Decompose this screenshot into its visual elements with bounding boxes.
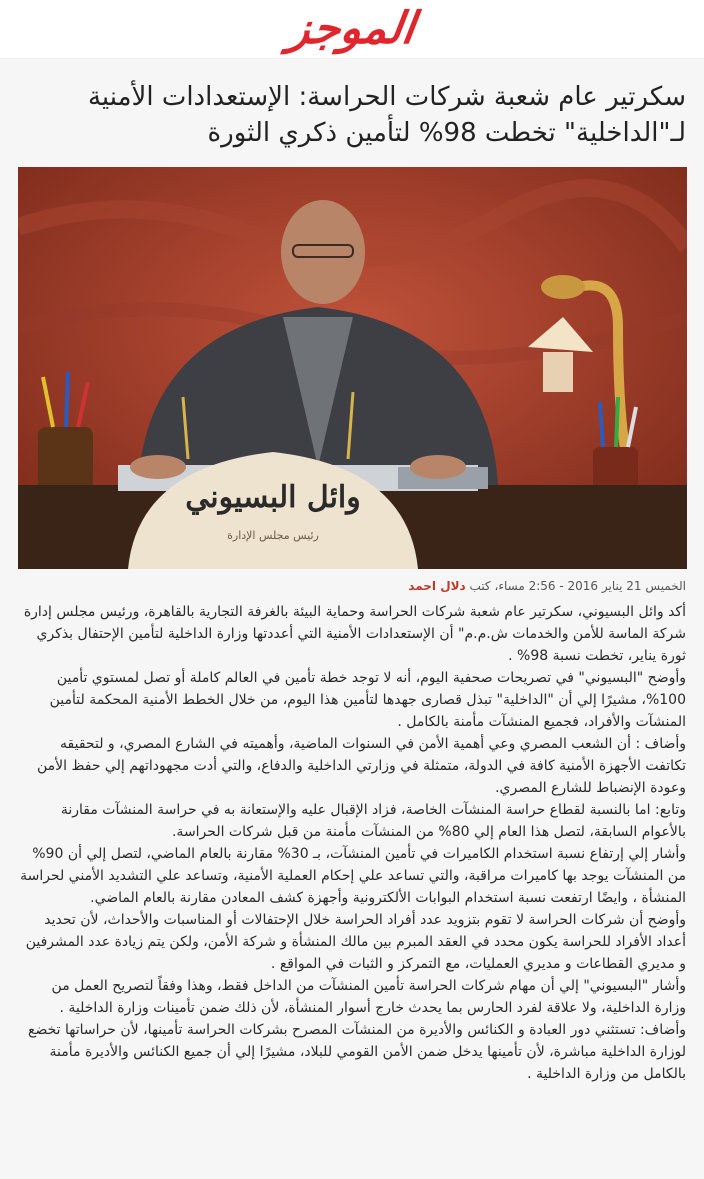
article-author[interactable]: دلال احمد <box>408 579 466 593</box>
article-byline-label: كتب <box>469 579 491 593</box>
article-body <box>18 601 686 1085</box>
article-paragraph: وأشار "البسيوني" إلي أن مهام شركات الحراسة تأمين المنشآت من الداخل فقط، وهذا وفقاً لتصريح العمل من وزارة الداخلية، ولا علاقة لفرد الحارس بما يحدث خارج أسوار المنشأة، لأن ذلك ضمن تأمينات وزارة الداخلية . <box>51 978 686 1016</box>
site-header <box>0 0 704 59</box>
article-title: سكرتير عام شعبة شركات الحراسة: الإستعدادات الأمنية لـ"الداخلية" تخطت 98% لتأمين ذكري الثورة <box>87 82 686 148</box>
nameplate-text: وائل البسيوني <box>185 480 361 515</box>
article-paragraph: وأوضح أن شركات الحراسة لا تقوم بتزويد عدد أفراد الحراسة خلال الإحتفالات أو المناسبات والأحداث، لأن تحديد أعداد الأفراد للحراسة يكون محدد في العقد المبرم بين مالك المنشأة و شركة الأمن، ولكن يتم زيادة عدد المشرفين و مديري القطاعات و مديري العمليات، مع التمركز و الثبات في المواقع . <box>25 912 686 972</box>
article-paragraph: وأضاف: تستثني دور العبادة و الكنائس والأديرة من المنشآت المصرح بشركات الحراسة تأمينها، لأن حراساتها تخضع لوزارة الداخلية مباشرة، لأن تأمينها يدخل ضمن الأمن القومي للبلاد، مشيرًا إلي أن جميع الكنائس والأديرة مأمنة بالكامل من وزارة الداخلية . <box>28 1022 686 1082</box>
article-paragraph: وتابع: اما بالنسبة لقطاع حراسة المنشآت الخاصة، فزاد الإقبال عليه والإستعانة به في حراسة المنشآت مقارنة بالأعوام السابقة، لتصل هذا العام إلي 80% من المنشآت مأمنة من قبل شركات الحراسة. <box>60 802 686 840</box>
article-paragraph: أكد وائل البسيوني، سكرتير عام شعبة شركات الحراسة وحماية البيئة بالغرفة التجارية بالقاهرة، ورئيس مجلس إدارة شركة الماسة للأمن والخدمات ش.م.م" أن الإستعدادات الأمنية التي أعددتها وزارة الداخلية لتأمين الإحتفال بذكري ثورة يناير، تخطت نسبة 98% . <box>23 604 686 664</box>
article-date: الخميس 21 يناير 2016 - 2:56 مساء، <box>494 579 686 593</box>
article-meta <box>18 569 686 601</box>
article-paragraph: وأضاف : أن الشعب المصري وعي أهمية الأمن في السنوات الماضية، وأهميته في الشارع المصري، و لتحقيقه تكاتفت الأجهزة الأمنية كافة في الدولة، متمثلة في وزارتي الداخلية والدفاع، والتي أدت مجهوداتهم إلي حفظ الأمن وعودة الإنضباط للشارع المصري. <box>36 736 686 796</box>
photo-illustration <box>18 167 687 569</box>
article-paragraph: وأشار إلي إرتفاع نسبة استخدام الكاميرات في تأمين المنشآت، بـ 30% مقارنة بالعام الماضي، لتصل إلي أن 90% من المنشآت يوجد بها كاميرات مراقبة، والتي تساعد علي إحكام العملية الأمنية، وتساعد علي التشديد الأمني لحراسة المنشأة ، وايضًا ارتفعت نسبة استخدام البوابات الألكترونية وأجهزة كشف المعادن مقارنة بالعام الماضي. <box>20 846 686 906</box>
article <box>0 59 704 1179</box>
site-logo[interactable]: الموجز <box>285 3 419 54</box>
article-photo <box>18 167 687 569</box>
nameplate-subtext: رئيس مجلس الإدارة <box>227 529 319 542</box>
article-paragraph: وأوضح "البسيوني" في تصريحات صحفية اليوم، أنه لا توجد خطة تأمين في العالم كاملة أو تصل لمستوي تأمين 100%، مشيرًا إلي أن "الداخلية" تبذل قصارى جهدها لتأمين هذا اليوم، من خلال الخطط الأمنية المحكمة لتأمين المنشآت والأفراد، فجميع المنشآت مأمنة بالكامل . <box>49 670 686 730</box>
